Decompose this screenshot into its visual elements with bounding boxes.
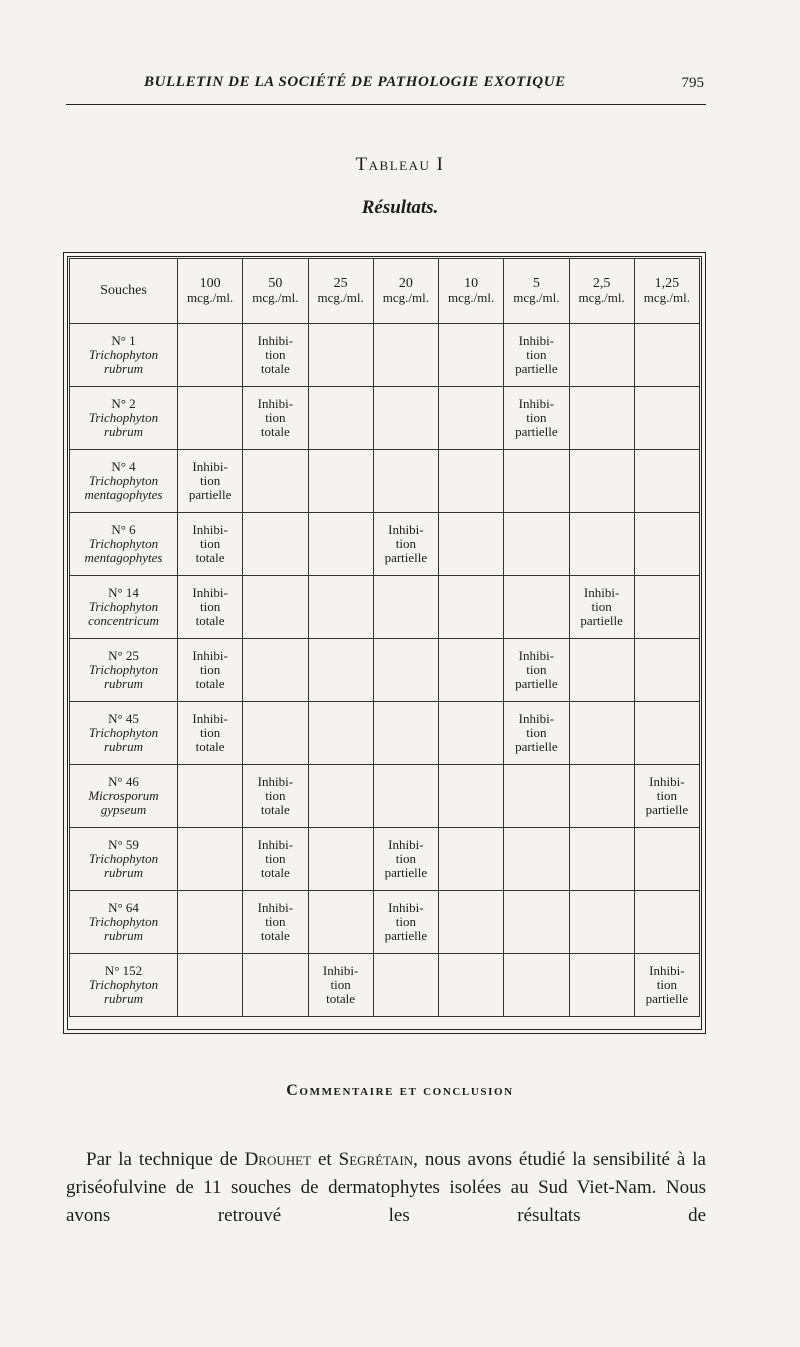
empty-cell	[634, 513, 699, 576]
strain-genus: Trichophyton	[88, 851, 159, 866]
result-text: partielle	[515, 361, 558, 376]
result-text: partielle	[515, 424, 558, 439]
table-row	[70, 639, 700, 702]
empty-cell	[504, 954, 569, 1017]
concentration-value: 2,5	[592, 276, 611, 291]
header-row	[70, 259, 700, 324]
result-cell	[504, 324, 569, 387]
result-text: Inhibi-	[192, 648, 228, 663]
result-text: tion	[395, 914, 416, 929]
strain-cell	[70, 387, 178, 450]
strain-species: mentagophytes	[84, 550, 163, 565]
strain-cell	[70, 513, 178, 576]
empty-cell	[178, 387, 243, 450]
strain-genus: Trichophyton	[88, 473, 159, 488]
empty-cell	[308, 450, 373, 513]
concentration-unit: mcg./ml.	[578, 290, 625, 305]
strain-species: rubrum	[103, 361, 143, 376]
empty-cell	[308, 387, 373, 450]
result-text: tion	[265, 914, 286, 929]
result-cell	[504, 387, 569, 450]
result-text: tion	[200, 599, 221, 614]
table-caption: Résultats.	[361, 197, 439, 218]
empty-cell	[373, 639, 438, 702]
result-cell	[569, 576, 634, 639]
strain-species: concentricum	[88, 613, 159, 628]
result-text: Inhibi-	[518, 648, 555, 663]
empty-cell	[308, 324, 373, 387]
result-text: Inhibi-	[583, 585, 620, 600]
empty-cell	[308, 513, 373, 576]
empty-cell	[178, 891, 243, 954]
result-text: Inhibi-	[388, 522, 424, 537]
result-text: Inhibi-	[518, 333, 555, 348]
concentration-column-header	[243, 259, 308, 324]
empty-cell	[439, 765, 504, 828]
result-text: tion	[330, 977, 351, 992]
empty-cell	[439, 702, 504, 765]
result-text: Inhibi-	[192, 459, 228, 474]
empty-cell	[439, 387, 504, 450]
result-text: tion	[395, 851, 416, 866]
empty-cell	[634, 828, 699, 891]
table-row	[70, 828, 700, 891]
concentration-unit: mcg./ml.	[513, 290, 560, 305]
empty-cell	[634, 324, 699, 387]
result-text: tion	[200, 536, 221, 551]
results-table-header	[70, 259, 700, 324]
table-row	[70, 765, 700, 828]
concentration-value: 1,25	[654, 276, 680, 291]
author-name: Drouhet	[244, 1149, 312, 1170]
result-text: tion	[265, 347, 286, 362]
strain-genus: Trichophyton	[88, 599, 159, 614]
empty-cell	[439, 576, 504, 639]
page-number: 795	[681, 75, 704, 91]
result-cell	[634, 954, 699, 1017]
result-text: totale	[260, 928, 290, 943]
result-text: partielle	[645, 991, 689, 1006]
result-text: totale	[195, 613, 225, 628]
result-text: Inhibi-	[257, 900, 294, 915]
result-text: Inhibi-	[518, 396, 555, 411]
result-cell	[243, 828, 308, 891]
result-cell	[178, 450, 243, 513]
table-label: Tableau I	[355, 154, 445, 175]
empty-cell	[439, 450, 504, 513]
table-row	[70, 891, 700, 954]
concentration-unit: mcg./ml.	[382, 290, 429, 305]
strain-species: gypseum	[100, 802, 147, 817]
strain-genus: Microsporum	[88, 788, 159, 803]
empty-cell	[569, 702, 634, 765]
concentration-column-header	[178, 259, 243, 324]
empty-cell	[569, 828, 634, 891]
result-text: tion	[200, 473, 221, 488]
strain-cell	[70, 450, 178, 513]
empty-cell	[634, 576, 699, 639]
result-text: partielle	[515, 739, 558, 754]
empty-cell	[373, 765, 438, 828]
concentration-value: 10	[464, 276, 479, 291]
strain-number: N° 45	[108, 711, 139, 726]
table-row	[70, 513, 700, 576]
empty-cell	[439, 639, 504, 702]
table-row	[70, 576, 700, 639]
strain-genus: Trichophyton	[88, 662, 159, 677]
strain-cell	[70, 828, 178, 891]
strain-species: rubrum	[103, 739, 143, 754]
result-text: partielle	[188, 487, 232, 502]
concentration-column-header	[504, 259, 569, 324]
result-cell	[243, 765, 308, 828]
result-cell	[178, 576, 243, 639]
header-rule	[66, 104, 706, 105]
concentration-unit: mcg./ml.	[317, 290, 364, 305]
result-cell	[178, 639, 243, 702]
concentration-value: 5	[532, 276, 540, 291]
empty-cell	[439, 513, 504, 576]
empty-cell	[243, 450, 308, 513]
empty-cell	[308, 702, 373, 765]
result-text: tion	[656, 788, 677, 803]
empty-cell	[504, 765, 569, 828]
paragraph-text: , nous avons étudié la sensibilité à la griséofulvine de 11 souches de dermatophytes isolées au Sud Viet-Nam. Nous avons retrouvé les résultats de	[66, 1149, 706, 1226]
result-text: totale	[260, 361, 290, 376]
empty-cell	[504, 513, 569, 576]
empty-cell	[373, 387, 438, 450]
results-table	[69, 258, 700, 1017]
result-cell	[504, 639, 569, 702]
result-text: Inhibi-	[388, 837, 424, 852]
empty-cell	[373, 954, 438, 1017]
strain-number: N° 64	[108, 900, 139, 915]
empty-cell	[569, 765, 634, 828]
result-text: tion	[395, 536, 416, 551]
result-text: totale	[195, 550, 225, 565]
concentration-value: 100	[199, 276, 221, 291]
result-text: totale	[260, 865, 290, 880]
strain-number: N° 14	[108, 585, 139, 600]
result-text: Inhibi-	[192, 585, 228, 600]
empty-cell	[634, 639, 699, 702]
result-cell	[243, 891, 308, 954]
strain-number: N° 2	[111, 396, 136, 411]
strain-cell	[70, 702, 178, 765]
result-text: partielle	[580, 613, 623, 628]
empty-cell	[308, 639, 373, 702]
empty-cell	[569, 891, 634, 954]
result-text: Inhibi-	[322, 963, 359, 978]
result-text: tion	[265, 410, 286, 425]
strain-genus: Trichophyton	[88, 725, 159, 740]
result-cell	[373, 891, 438, 954]
strain-genus: Trichophyton	[88, 914, 159, 929]
empty-cell	[634, 387, 699, 450]
result-text: Inhibi-	[649, 774, 685, 789]
empty-cell	[504, 450, 569, 513]
empty-cell	[243, 639, 308, 702]
empty-cell	[439, 828, 504, 891]
result-cell	[504, 702, 569, 765]
result-cell	[243, 387, 308, 450]
result-text: totale	[260, 802, 290, 817]
result-text: partielle	[384, 865, 428, 880]
result-text: tion	[200, 725, 221, 740]
empty-cell	[373, 324, 438, 387]
empty-cell	[308, 576, 373, 639]
empty-cell	[569, 324, 634, 387]
strain-number: N° 152	[104, 963, 143, 978]
result-text: tion	[591, 599, 612, 614]
strain-genus: Trichophyton	[88, 410, 159, 425]
strain-species: rubrum	[103, 424, 143, 439]
concentration-unit: mcg./ml.	[252, 290, 299, 305]
results-table-body	[70, 324, 700, 1017]
strain-number: N° 6	[111, 522, 136, 537]
empty-cell	[634, 891, 699, 954]
empty-cell	[373, 576, 438, 639]
strain-genus: Trichophyton	[88, 536, 159, 551]
strain-cell	[70, 954, 178, 1017]
concentration-value: 20	[398, 276, 413, 291]
table-row	[70, 702, 700, 765]
paragraph-text: Par la technique de	[86, 1149, 245, 1170]
strain-number: N° 1	[111, 333, 136, 348]
strains-column-header: Souches	[70, 259, 178, 324]
empty-cell	[439, 324, 504, 387]
strain-number: N° 46	[108, 774, 139, 789]
empty-cell	[178, 324, 243, 387]
empty-cell	[569, 450, 634, 513]
empty-cell	[634, 702, 699, 765]
empty-cell	[308, 828, 373, 891]
strain-species: rubrum	[103, 676, 143, 691]
empty-cell	[439, 891, 504, 954]
strain-cell	[70, 576, 178, 639]
empty-cell	[569, 513, 634, 576]
result-text: tion	[526, 725, 547, 740]
concentration-column-header	[634, 259, 699, 324]
table-row	[70, 324, 700, 387]
concentration-column-header	[439, 259, 504, 324]
body-paragraph	[66, 1146, 706, 1230]
empty-cell	[504, 576, 569, 639]
empty-cell	[504, 828, 569, 891]
strain-number: N° 4	[111, 459, 136, 474]
result-text: totale	[326, 991, 356, 1006]
result-text: Inhibi-	[192, 711, 228, 726]
result-text: partielle	[515, 676, 558, 691]
empty-cell	[243, 702, 308, 765]
strain-cell	[70, 891, 178, 954]
result-text: Inhibi-	[257, 774, 294, 789]
strain-genus: Trichophyton	[88, 977, 159, 992]
result-cell	[373, 513, 438, 576]
empty-cell	[634, 450, 699, 513]
empty-cell	[569, 954, 634, 1017]
paragraph-text: et	[311, 1149, 339, 1170]
result-text: tion	[265, 788, 286, 803]
empty-cell	[504, 891, 569, 954]
result-cell	[308, 954, 373, 1017]
result-text: totale	[260, 424, 290, 439]
result-text: tion	[526, 662, 547, 677]
strain-species: rubrum	[103, 991, 143, 1006]
result-text: totale	[195, 676, 225, 691]
result-cell	[634, 765, 699, 828]
result-text: totale	[195, 739, 225, 754]
running-head	[66, 74, 706, 96]
empty-cell	[308, 765, 373, 828]
strain-number: N° 59	[108, 837, 139, 852]
result-text: tion	[526, 347, 547, 362]
table-row	[70, 954, 700, 1017]
empty-cell	[373, 702, 438, 765]
strain-species: mentagophytes	[84, 487, 163, 502]
concentration-unit: mcg./ml.	[448, 290, 495, 305]
empty-cell	[178, 765, 243, 828]
empty-cell	[243, 576, 308, 639]
table-row	[70, 387, 700, 450]
result-text: Inhibi-	[649, 963, 685, 978]
result-text: Inhibi-	[257, 333, 294, 348]
result-text: Inhibi-	[388, 900, 424, 915]
strain-number: N° 25	[108, 648, 139, 663]
result-text: partielle	[384, 550, 428, 565]
result-text: tion	[200, 662, 221, 677]
journal-title: BULLETIN DE LA SOCIÉTÉ DE PATHOLOGIE EXOTIQUE	[144, 74, 566, 90]
result-text: Inhibi-	[192, 522, 228, 537]
strain-species: rubrum	[103, 928, 143, 943]
empty-cell	[439, 954, 504, 1017]
concentration-unit: mcg./ml.	[643, 290, 690, 305]
empty-cell	[243, 954, 308, 1017]
concentration-column-header	[308, 259, 373, 324]
strain-genus: Trichophyton	[88, 347, 159, 362]
result-text: tion	[656, 977, 677, 992]
empty-cell	[308, 891, 373, 954]
result-cell	[178, 513, 243, 576]
empty-cell	[373, 450, 438, 513]
result-text: partielle	[645, 802, 689, 817]
empty-cell	[178, 954, 243, 1017]
result-cell	[373, 828, 438, 891]
result-text: tion	[526, 410, 547, 425]
empty-cell	[569, 387, 634, 450]
result-text: partielle	[384, 928, 428, 943]
author-name: Segrétain	[338, 1149, 414, 1170]
result-cell	[178, 702, 243, 765]
strain-species: rubrum	[103, 865, 143, 880]
concentration-column-header	[373, 259, 438, 324]
result-text: Inhibi-	[518, 711, 555, 726]
concentration-column-header	[569, 259, 634, 324]
empty-cell	[569, 639, 634, 702]
table-row	[70, 450, 700, 513]
empty-cell	[178, 828, 243, 891]
result-cell	[243, 324, 308, 387]
result-text: Inhibi-	[257, 837, 294, 852]
strain-cell	[70, 324, 178, 387]
section-heading: Commentaire et conclusion	[286, 1082, 514, 1099]
concentration-unit: mcg./ml.	[187, 290, 234, 305]
strain-cell	[70, 765, 178, 828]
result-text: tion	[265, 851, 286, 866]
empty-cell	[243, 513, 308, 576]
concentration-value: 50	[268, 276, 283, 291]
strain-cell	[70, 639, 178, 702]
result-text: Inhibi-	[257, 396, 294, 411]
concentration-value: 25	[333, 276, 348, 291]
